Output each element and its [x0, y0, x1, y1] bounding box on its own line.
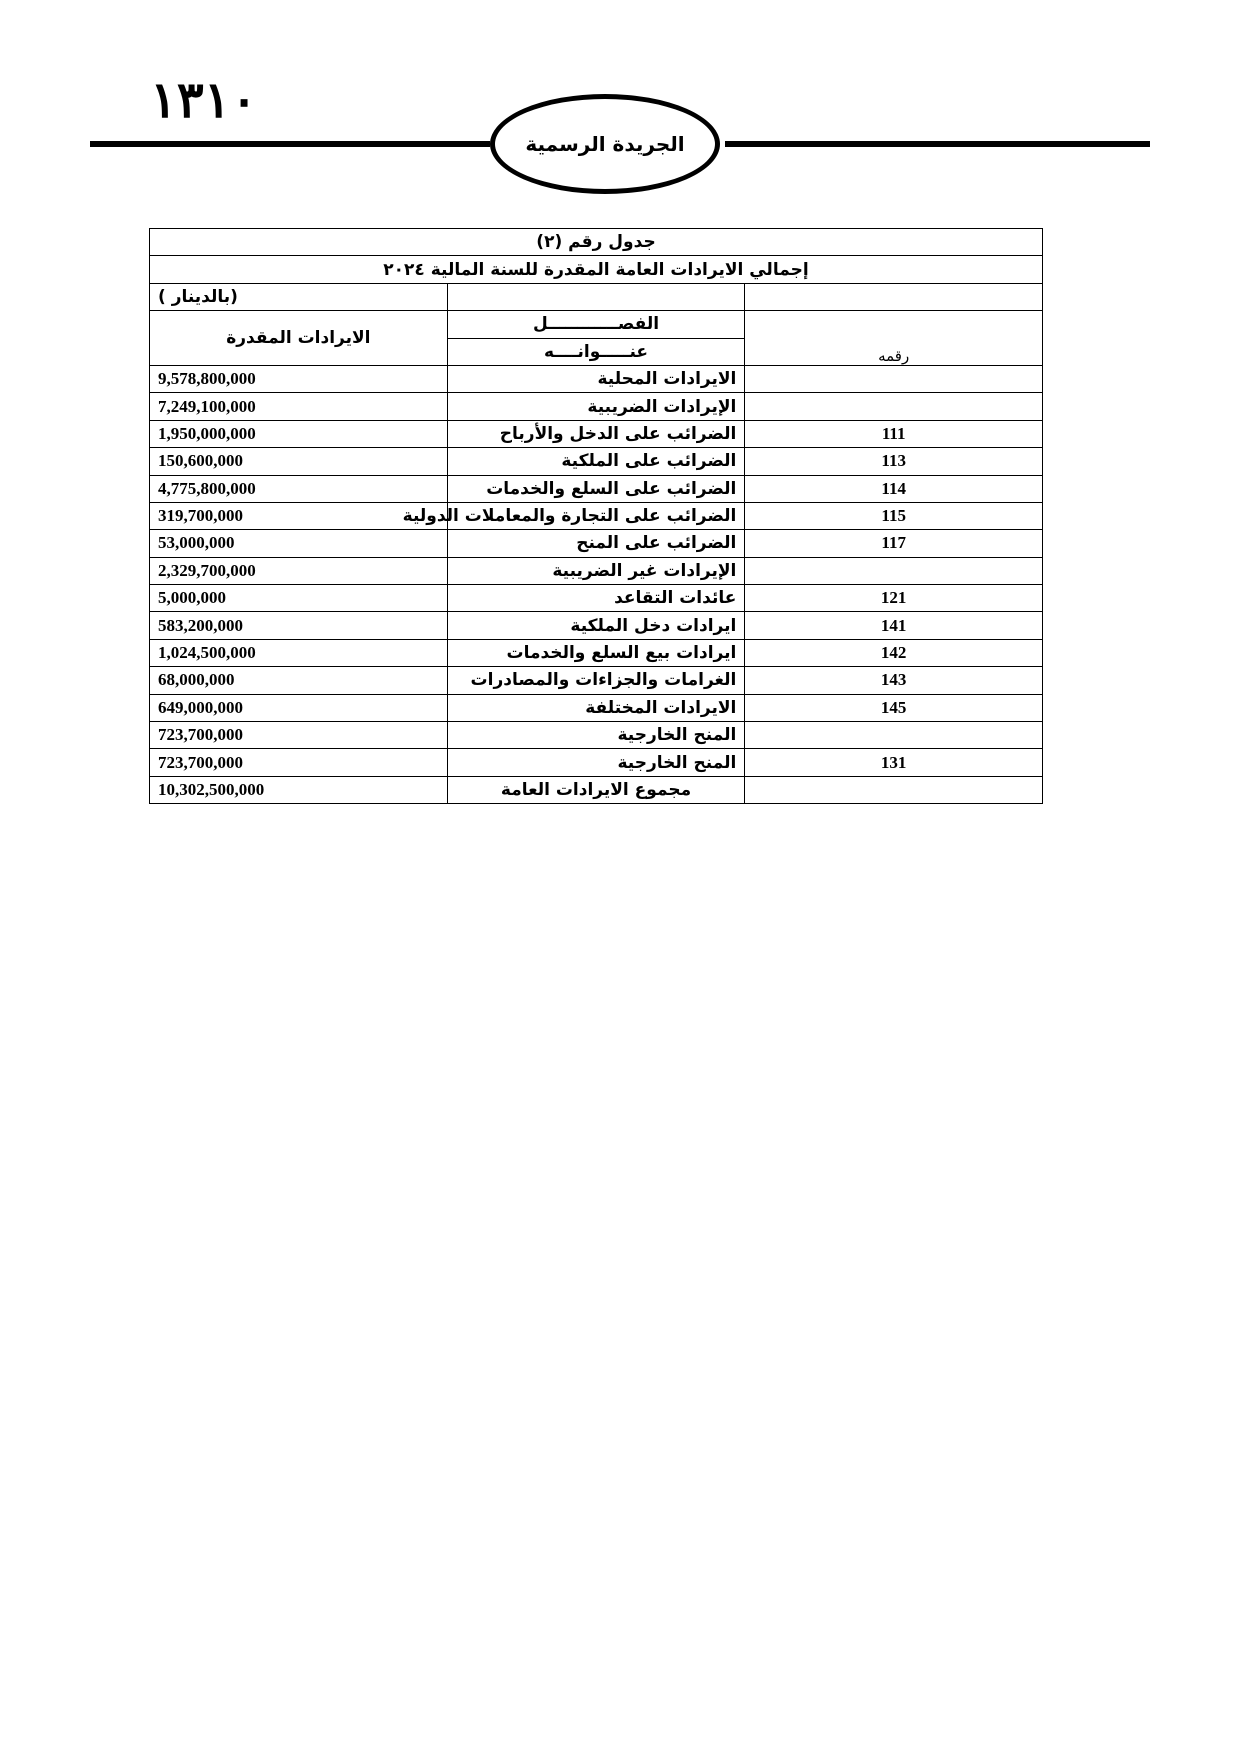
header-rule-right: [725, 141, 1150, 147]
row-code: 121: [745, 585, 1043, 612]
table-row: [150, 365, 1043, 392]
row-amount: [150, 420, 448, 447]
row-amount: [150, 749, 448, 776]
row-title: الضرائب على الدخل والأرباح: [447, 420, 745, 447]
header-row-1: [150, 311, 1043, 338]
row-amount-value: 7,249,100,000: [158, 396, 256, 416]
table-row: [150, 475, 1043, 502]
row-code: 114: [745, 475, 1043, 502]
row-code: 117: [745, 530, 1043, 557]
row-amount-value: 1,950,000,000: [158, 423, 256, 443]
revenue-table: [149, 228, 1043, 804]
row-code: [745, 557, 1043, 584]
row-title: الضرائب على التجارة والمعاملات الدولية: [447, 502, 745, 529]
table-row: [150, 502, 1043, 529]
row-title: الإيرادات الضريبية: [447, 393, 745, 420]
row-amount-value: 723,700,000: [158, 725, 243, 745]
table-row: [150, 585, 1043, 612]
row-amount: [150, 694, 448, 721]
row-title: الضرائب على المنح: [447, 530, 745, 557]
total-label: مجموع الايرادات العامة: [447, 776, 745, 803]
row-amount-value: 53,000,000: [158, 533, 235, 553]
publication-title-oval: [490, 94, 720, 194]
table-row: [150, 420, 1043, 447]
row-title: الايرادات المحلية: [447, 365, 745, 392]
row-amount: [150, 557, 448, 584]
row-amount: [150, 393, 448, 420]
table-row: [150, 722, 1043, 749]
amount-header: الايرادات المقدرة: [150, 311, 448, 366]
row-code: 115: [745, 502, 1043, 529]
row-amount: [150, 722, 448, 749]
publication-title: الجريدة الرسمية: [525, 132, 685, 156]
row-amount-value: 649,000,000: [158, 697, 243, 717]
row-amount-value: 319,700,000: [158, 506, 243, 526]
row-amount-value: 583,200,000: [158, 615, 243, 635]
total-amount-value: 10,302,500,000: [158, 780, 265, 799]
empty-cell: [447, 283, 745, 310]
table-title-row: [150, 229, 1043, 256]
table-subtitle: إجمالي الايرادات العامة المقدرة للسنة المالية ٢٠٢٤: [150, 256, 1043, 283]
row-amount-value: 150,600,000: [158, 451, 243, 471]
row-amount: [150, 667, 448, 694]
row-amount: [150, 530, 448, 557]
table-row: [150, 667, 1043, 694]
row-code: 111: [745, 420, 1043, 447]
empty-cell: [745, 283, 1043, 310]
row-title: عائدات التقاعد: [447, 585, 745, 612]
table-row: [150, 557, 1043, 584]
row-code: 141: [745, 612, 1043, 639]
row-amount: [150, 365, 448, 392]
currency-unit: (بالدينار ): [150, 283, 448, 310]
row-title: الضرائب على السلع والخدمات: [447, 475, 745, 502]
row-amount-value: 68,000,000: [158, 670, 235, 690]
row-title: المنح الخارجية: [447, 749, 745, 776]
row-amount-value: 723,700,000: [158, 752, 243, 772]
row-title: المنح الخارجية: [447, 722, 745, 749]
row-amount: [150, 612, 448, 639]
row-code: 143: [745, 667, 1043, 694]
row-amount: [150, 585, 448, 612]
total-row: [150, 776, 1043, 803]
row-title: الايرادات المختلفة: [447, 694, 745, 721]
row-amount-value: 1,024,500,000: [158, 643, 256, 663]
row-code: 145: [745, 694, 1043, 721]
row-amount-value: 2,329,700,000: [158, 560, 256, 580]
row-code: [745, 365, 1043, 392]
table-row: [150, 448, 1043, 475]
table-row: [150, 749, 1043, 776]
page-number: ١٣١٠: [150, 70, 258, 129]
total-amount: [150, 776, 448, 803]
row-title: الغرامات والجزاءات والمصادرات: [447, 667, 745, 694]
table-row: [150, 530, 1043, 557]
title-header: عنـــــوانــــه: [447, 338, 745, 365]
unit-row: [150, 283, 1043, 310]
row-code: [745, 722, 1043, 749]
row-amount: [150, 475, 448, 502]
row-title: الإيرادات غير الضريبية: [447, 557, 745, 584]
chapter-header: الفصــــــــــــل: [447, 311, 745, 338]
table-row: [150, 694, 1043, 721]
table-subtitle-row: [150, 256, 1043, 283]
row-code: 142: [745, 639, 1043, 666]
row-amount: [150, 639, 448, 666]
code-header: رقمه: [745, 311, 1043, 366]
table-row: [150, 393, 1043, 420]
row-code: [745, 393, 1043, 420]
table-row: [150, 612, 1043, 639]
row-code: 113: [745, 448, 1043, 475]
table-title: جدول رقم (٢): [150, 229, 1043, 256]
row-title: ايرادات دخل الملكية: [447, 612, 745, 639]
header-rule-left: [90, 141, 490, 147]
row-title: ايرادات بيع السلع والخدمات: [447, 639, 745, 666]
row-amount-value: 5,000,000: [158, 588, 226, 608]
row-amount-value: 4,775,800,000: [158, 478, 256, 498]
table-row: [150, 639, 1043, 666]
empty-cell: [745, 776, 1043, 803]
row-title: الضرائب على الملكية: [447, 448, 745, 475]
row-amount: [150, 448, 448, 475]
row-code: 131: [745, 749, 1043, 776]
row-amount-value: 9,578,800,000: [158, 369, 256, 389]
